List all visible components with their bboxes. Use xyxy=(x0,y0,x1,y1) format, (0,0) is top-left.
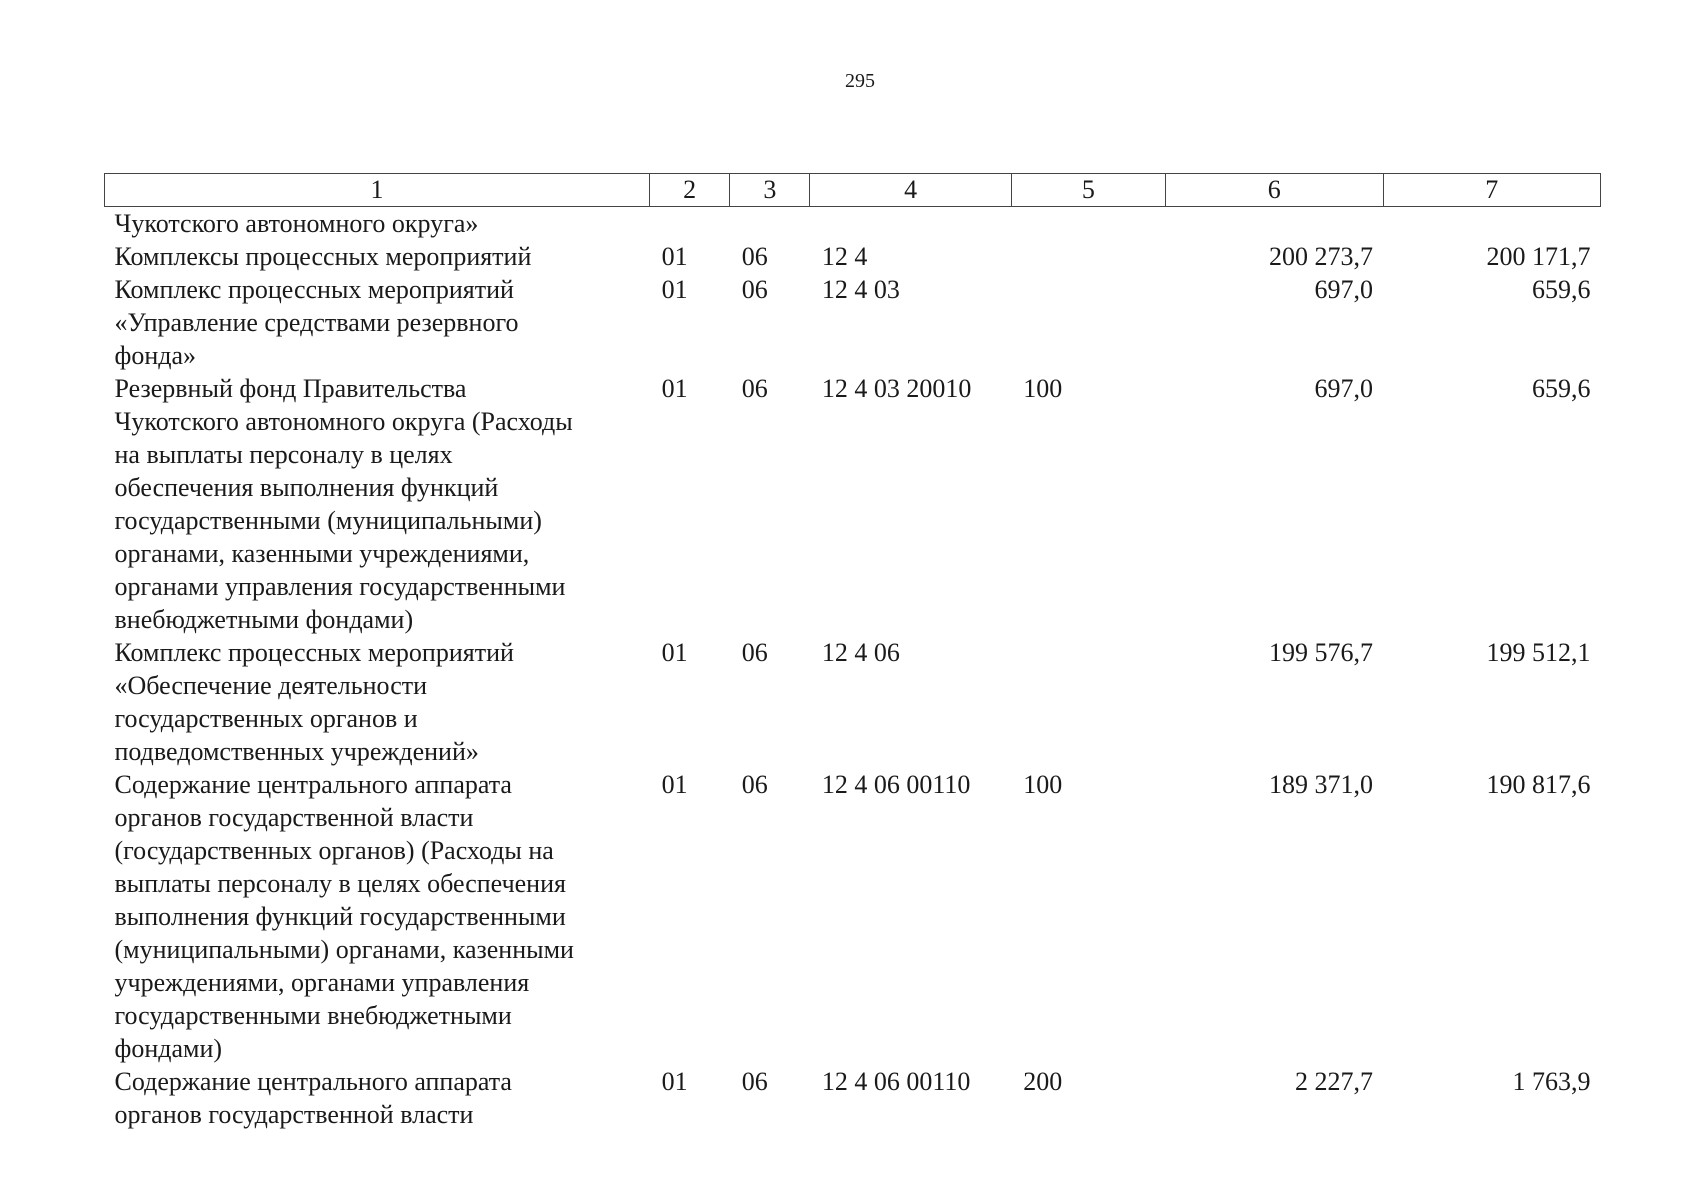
row-name-line: Комплекс процессных мероприятий xyxy=(114,275,514,304)
row-name-line: «Управление средствами резервного xyxy=(114,308,519,337)
table-row xyxy=(105,240,1601,273)
row-name-line: Содержание центрального аппарата xyxy=(114,770,512,799)
row-name-line: учреждениями, органами управления xyxy=(114,968,530,997)
row-name-line: выполнения функций государственными xyxy=(114,902,566,931)
row-name xyxy=(105,768,650,1065)
row-name-line: выплаты персоналу в целях обеспечения xyxy=(114,869,566,898)
row-target-code: 12 4 xyxy=(821,242,868,271)
row-amount-2: 200 171,7 xyxy=(1486,242,1591,271)
row-name-line: Комплекс процессных мероприятий xyxy=(114,638,514,667)
row-name-line: фондами) xyxy=(114,1034,223,1063)
row-target-code: 12 4 06 xyxy=(821,638,900,667)
row-target-code: 12 4 06 00110 xyxy=(821,770,971,799)
header-col-3: 3 xyxy=(730,174,810,207)
table-row xyxy=(105,1065,1601,1131)
page-number: 295 xyxy=(845,70,875,92)
row-section: 01 xyxy=(661,638,688,667)
row-subsection xyxy=(730,207,810,241)
row-name-line: (муниципальными) органами, казенными xyxy=(114,935,574,964)
row-target-code: 12 4 06 00110 xyxy=(821,1067,971,1096)
header-col-7: 7 xyxy=(1383,174,1601,207)
row-name-line: Резервный фонд Правительства xyxy=(114,374,467,403)
row-subsection: 06 xyxy=(741,638,768,667)
row-name xyxy=(105,1065,650,1131)
row-subsection: 06 xyxy=(741,1067,768,1096)
row-name-line: Комплексы процессных мероприятий xyxy=(114,242,532,271)
row-name xyxy=(105,372,650,636)
row-amount-2: 190 817,6 xyxy=(1486,770,1591,799)
table-row xyxy=(105,207,1601,241)
row-expense-type xyxy=(1011,240,1165,273)
row-name-line: обеспечения выполнения функций xyxy=(114,473,499,502)
row-name-line: Чукотского автономного округа (Расходы xyxy=(114,407,573,436)
row-subsection: 06 xyxy=(741,770,768,799)
row-expense-type xyxy=(1011,207,1165,241)
row-section: 01 xyxy=(661,275,688,304)
table-row xyxy=(105,273,1601,372)
row-expense-type: 200 xyxy=(1023,1067,1063,1096)
row-name-line: органов государственной власти xyxy=(114,803,474,832)
row-name-line: государственных органов и xyxy=(114,704,418,733)
row-target-code xyxy=(810,207,1011,241)
table-row xyxy=(105,372,1601,636)
row-amount-2: 659,6 xyxy=(1532,374,1591,403)
row-name xyxy=(105,240,650,273)
table-header-row xyxy=(105,174,1601,207)
row-amount-1: 189 371,0 xyxy=(1269,770,1373,799)
row-subsection: 06 xyxy=(741,242,768,271)
row-name-line: внебюджетными фондами) xyxy=(114,605,414,634)
row-name xyxy=(105,207,650,241)
row-name-line: государственными (муниципальными) xyxy=(114,506,542,535)
row-target-code: 12 4 03 20010 xyxy=(821,374,972,403)
row-section: 01 xyxy=(661,770,688,799)
header-col-4: 4 xyxy=(810,174,1011,207)
table-row xyxy=(105,768,1601,1065)
row-name-line: (государственных органов) (Расходы на xyxy=(114,836,554,865)
row-expense-type: 100 xyxy=(1023,374,1063,403)
row-name-line: на выплаты персоналу в целях xyxy=(114,440,453,469)
row-amount-1: 200 273,7 xyxy=(1269,242,1373,271)
row-name xyxy=(105,636,650,768)
row-name-line: подведомственных учреждений» xyxy=(114,737,479,766)
row-section xyxy=(650,207,730,241)
row-name-line: органами, казенными учреждениями, xyxy=(114,539,530,568)
row-amount-2: 1 763,9 xyxy=(1512,1067,1591,1096)
row-section: 01 xyxy=(661,242,688,271)
row-target-code: 12 4 03 xyxy=(821,275,900,304)
row-name-line: Чукотского автономного округа» xyxy=(114,209,479,238)
row-amount-1: 199 576,7 xyxy=(1269,638,1373,667)
row-section: 01 xyxy=(661,1067,688,1096)
header-col-1: 1 xyxy=(105,174,650,207)
row-amount-2 xyxy=(1383,207,1601,241)
row-name-line: государственными внебюджетными xyxy=(114,1001,512,1030)
header-col-6: 6 xyxy=(1166,174,1383,207)
row-expense-type: 100 xyxy=(1023,770,1063,799)
header-col-5: 5 xyxy=(1011,174,1165,207)
table-row xyxy=(105,636,1601,768)
row-expense-type xyxy=(1011,273,1165,372)
row-amount-2: 659,6 xyxy=(1532,275,1591,304)
budget-table xyxy=(104,173,1601,1131)
row-amount-1: 2 227,7 xyxy=(1295,1067,1373,1096)
row-expense-type xyxy=(1011,636,1165,768)
row-subsection: 06 xyxy=(741,374,768,403)
row-section: 01 xyxy=(661,374,688,403)
row-amount-2: 199 512,1 xyxy=(1486,638,1591,667)
row-name-line: органами управления государственными xyxy=(114,572,566,601)
row-name-line: органов государственной власти xyxy=(114,1100,474,1129)
row-subsection: 06 xyxy=(741,275,768,304)
row-name-line: «Обеспечение деятельности xyxy=(114,671,428,700)
row-name-line: Содержание центрального аппарата xyxy=(114,1067,512,1096)
row-amount-1: 697,0 xyxy=(1314,275,1373,304)
row-name xyxy=(105,273,650,372)
row-amount-1 xyxy=(1166,207,1383,241)
row-amount-1: 697,0 xyxy=(1314,374,1373,403)
header-col-2: 2 xyxy=(650,174,730,207)
row-name-line: фонда» xyxy=(114,341,197,370)
